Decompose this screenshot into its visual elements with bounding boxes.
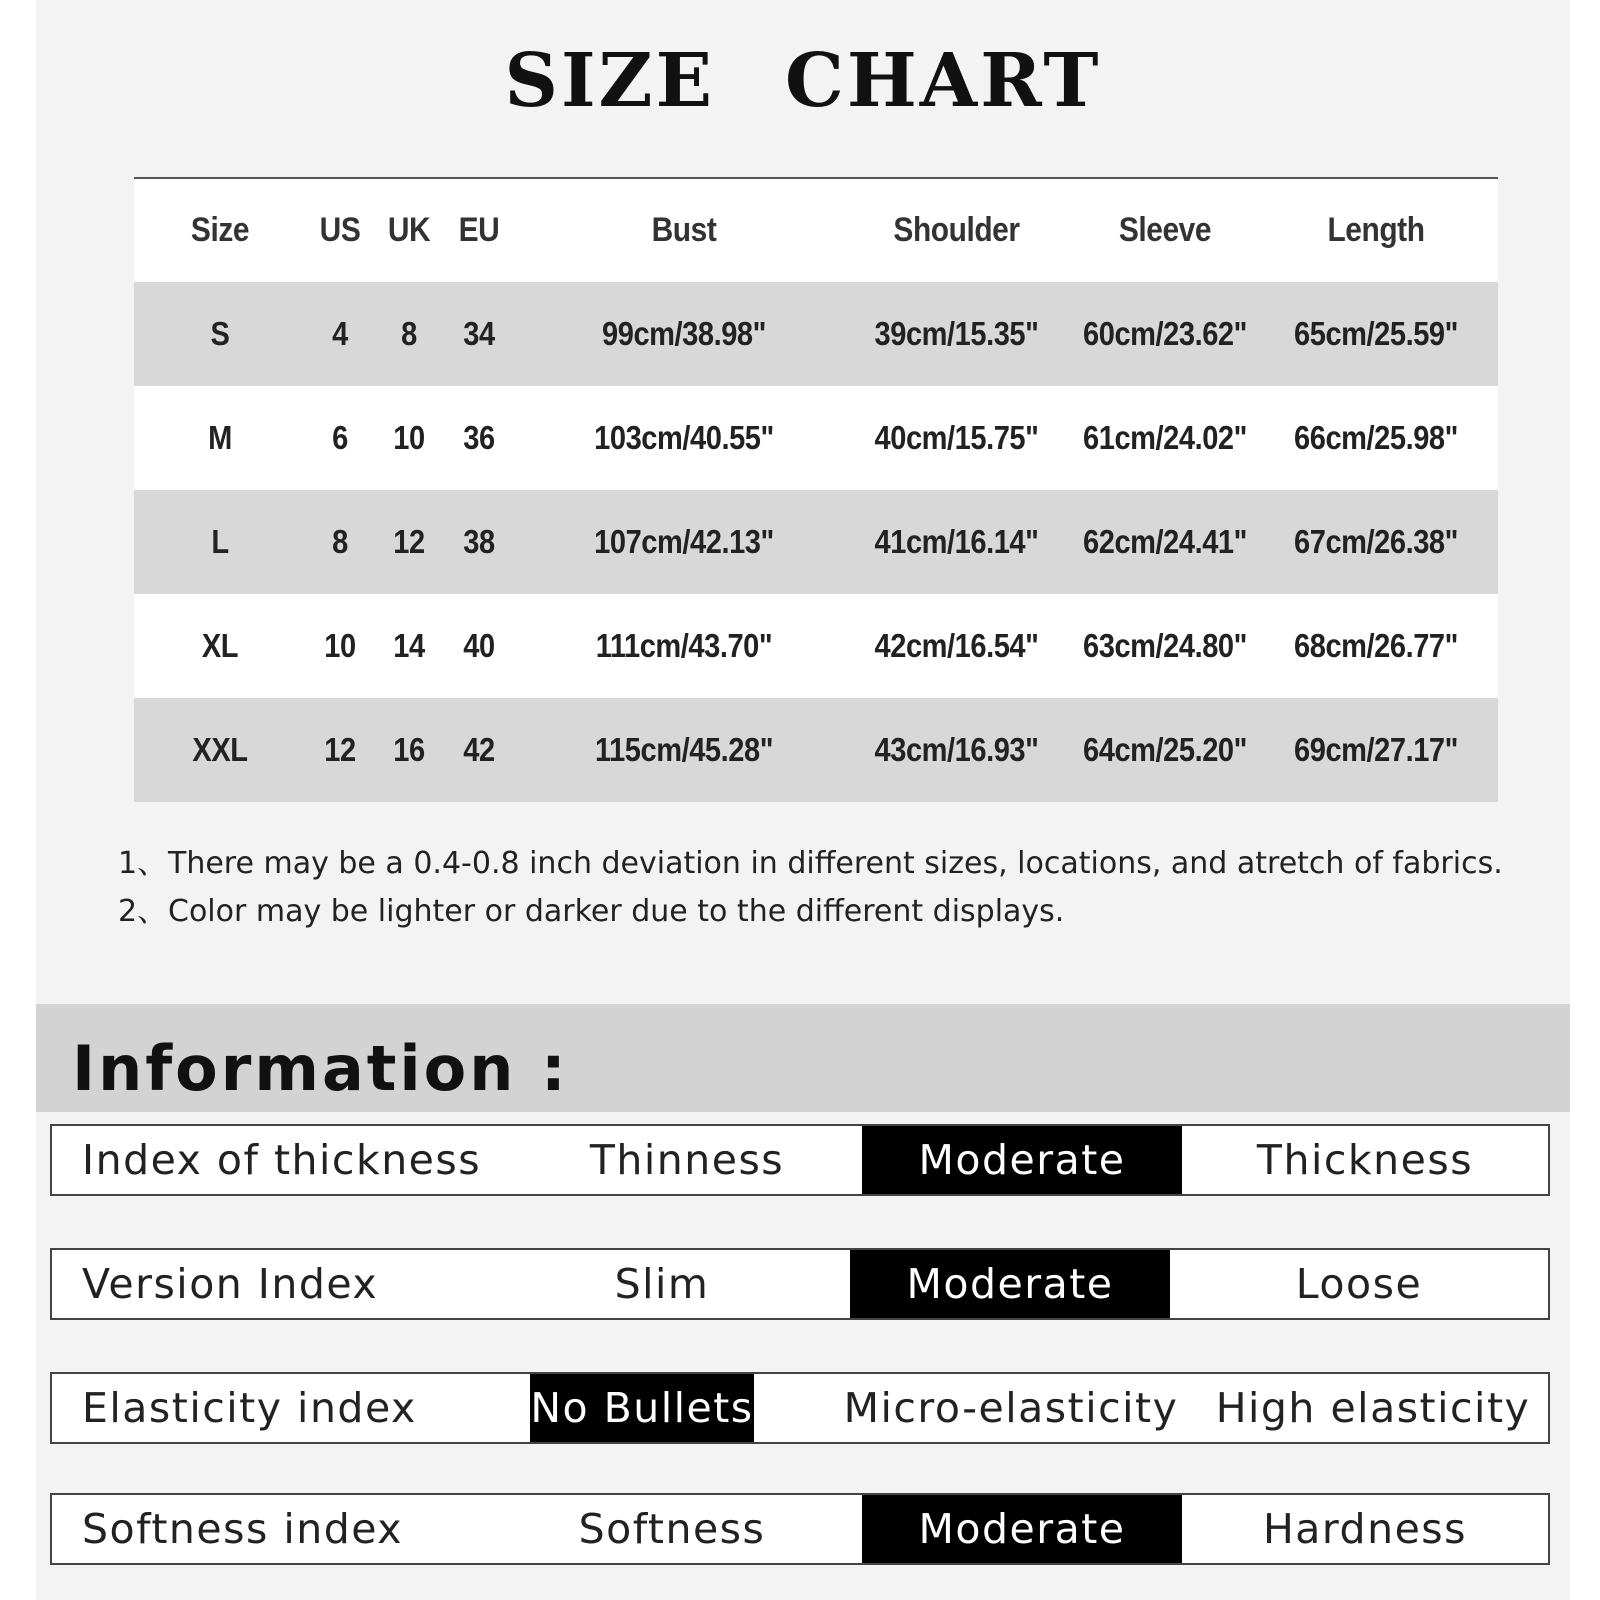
cell-length: 67cm/26.38" (1294, 523, 1458, 560)
info-option-selected: Moderate (862, 1126, 1182, 1194)
cell-size: M (208, 419, 232, 456)
cell-bust: 103cm/40.55" (594, 419, 774, 456)
cell-size: XXL (192, 731, 248, 768)
cell-eu: 34 (463, 315, 495, 352)
info-option: Micro-elasticity (843, 1384, 1179, 1432)
cell-length: 66cm/25.98" (1294, 419, 1458, 456)
cell-uk: 10 (393, 419, 425, 456)
cell-us: 12 (324, 731, 356, 768)
cell-shoulder: 39cm/15.35" (874, 315, 1039, 352)
cell-eu: 36 (463, 419, 495, 456)
header-us: US (319, 211, 361, 249)
cell-uk: 12 (393, 523, 425, 560)
info-label: Softness index (82, 1505, 404, 1553)
info-option: Slim (614, 1260, 710, 1308)
info-option-selected: Moderate (850, 1250, 1170, 1318)
cell-bust: 111cm/43.70" (595, 627, 773, 664)
note-item (118, 840, 1503, 888)
cell-shoulder: 43cm/16.93" (874, 731, 1039, 768)
note-number: 1、 (118, 846, 168, 881)
header-eu: EU (458, 211, 500, 249)
info-option: High elasticity (1215, 1384, 1531, 1432)
info-option: Thinness (589, 1136, 785, 1184)
table-row (134, 282, 1498, 386)
cell-sleeve: 60cm/23.62" (1083, 315, 1247, 352)
info-label: Version Index (82, 1260, 379, 1308)
header-bust: Bust (651, 211, 717, 249)
info-option: Hardness (1262, 1505, 1468, 1553)
info-row-thickness (50, 1124, 1550, 1196)
cell-eu: 38 (463, 523, 495, 560)
cell-eu: 42 (463, 731, 495, 768)
cell-sleeve: 62cm/24.41" (1083, 523, 1247, 560)
title-word-chart: CHART (784, 38, 1102, 124)
information-title: Information : (72, 1032, 569, 1105)
info-label: Index of thickness (82, 1136, 482, 1184)
info-label: Elasticity index (82, 1384, 417, 1432)
title-word-size: SIZE (504, 38, 715, 124)
note-text: Color may be lighter or darker due to the different displays. (168, 894, 1065, 929)
note-item (118, 888, 1503, 936)
cell-uk: 16 (393, 731, 425, 768)
header-length: Length (1327, 211, 1425, 249)
cell-length: 68cm/26.77" (1294, 627, 1458, 664)
cell-size: L (211, 523, 229, 560)
cell-uk: 8 (401, 315, 417, 352)
cell-length: 69cm/27.17" (1294, 731, 1458, 768)
cell-sleeve: 64cm/25.20" (1083, 731, 1247, 768)
cell-size: XL (201, 627, 239, 664)
info-row-elasticity (50, 1372, 1550, 1444)
header-shoulder: Shoulder (893, 211, 1020, 249)
cell-shoulder: 41cm/16.14" (874, 523, 1039, 560)
info-option: Loose (1295, 1260, 1423, 1308)
cell-us: 10 (324, 627, 356, 664)
cell-us: 6 (332, 419, 348, 456)
info-option-selected: Moderate (862, 1495, 1182, 1563)
cell-uk: 14 (393, 627, 425, 664)
size-table (134, 177, 1498, 802)
header-uk: UK (387, 211, 431, 249)
cell-bust: 99cm/38.98" (602, 315, 766, 352)
page-title (36, 38, 1570, 124)
cell-bust: 115cm/45.28" (594, 731, 774, 768)
cell-size: S (210, 315, 230, 352)
cell-us: 8 (332, 523, 348, 560)
size-chart-page (36, 0, 1570, 1600)
note-text: There may be a 0.4-0.8 inch deviation in different sizes, locations, and atretch of fabrics. (168, 846, 1503, 881)
size-notes (118, 840, 1503, 936)
table-row (134, 698, 1498, 802)
table-row (134, 490, 1498, 594)
info-row-softness (50, 1493, 1550, 1565)
note-number: 2、 (118, 894, 168, 929)
info-option: Thickness (1256, 1136, 1474, 1184)
info-row-version (50, 1248, 1550, 1320)
cell-us: 4 (332, 315, 348, 352)
table-row (134, 386, 1498, 490)
cell-sleeve: 63cm/24.80" (1083, 627, 1247, 664)
cell-shoulder: 42cm/16.54" (874, 627, 1039, 664)
cell-eu: 40 (463, 627, 495, 664)
cell-bust: 107cm/42.13" (594, 523, 774, 560)
table-row (134, 594, 1498, 698)
cell-shoulder: 40cm/15.75" (874, 419, 1039, 456)
cell-sleeve: 61cm/24.02" (1083, 419, 1247, 456)
cell-length: 65cm/25.59" (1294, 315, 1458, 352)
table-header-row (134, 179, 1498, 282)
info-option: Softness (578, 1505, 766, 1553)
header-size: Size (190, 211, 250, 249)
info-option-selected: No Bullets (530, 1374, 754, 1442)
header-sleeve: Sleeve (1118, 211, 1212, 249)
